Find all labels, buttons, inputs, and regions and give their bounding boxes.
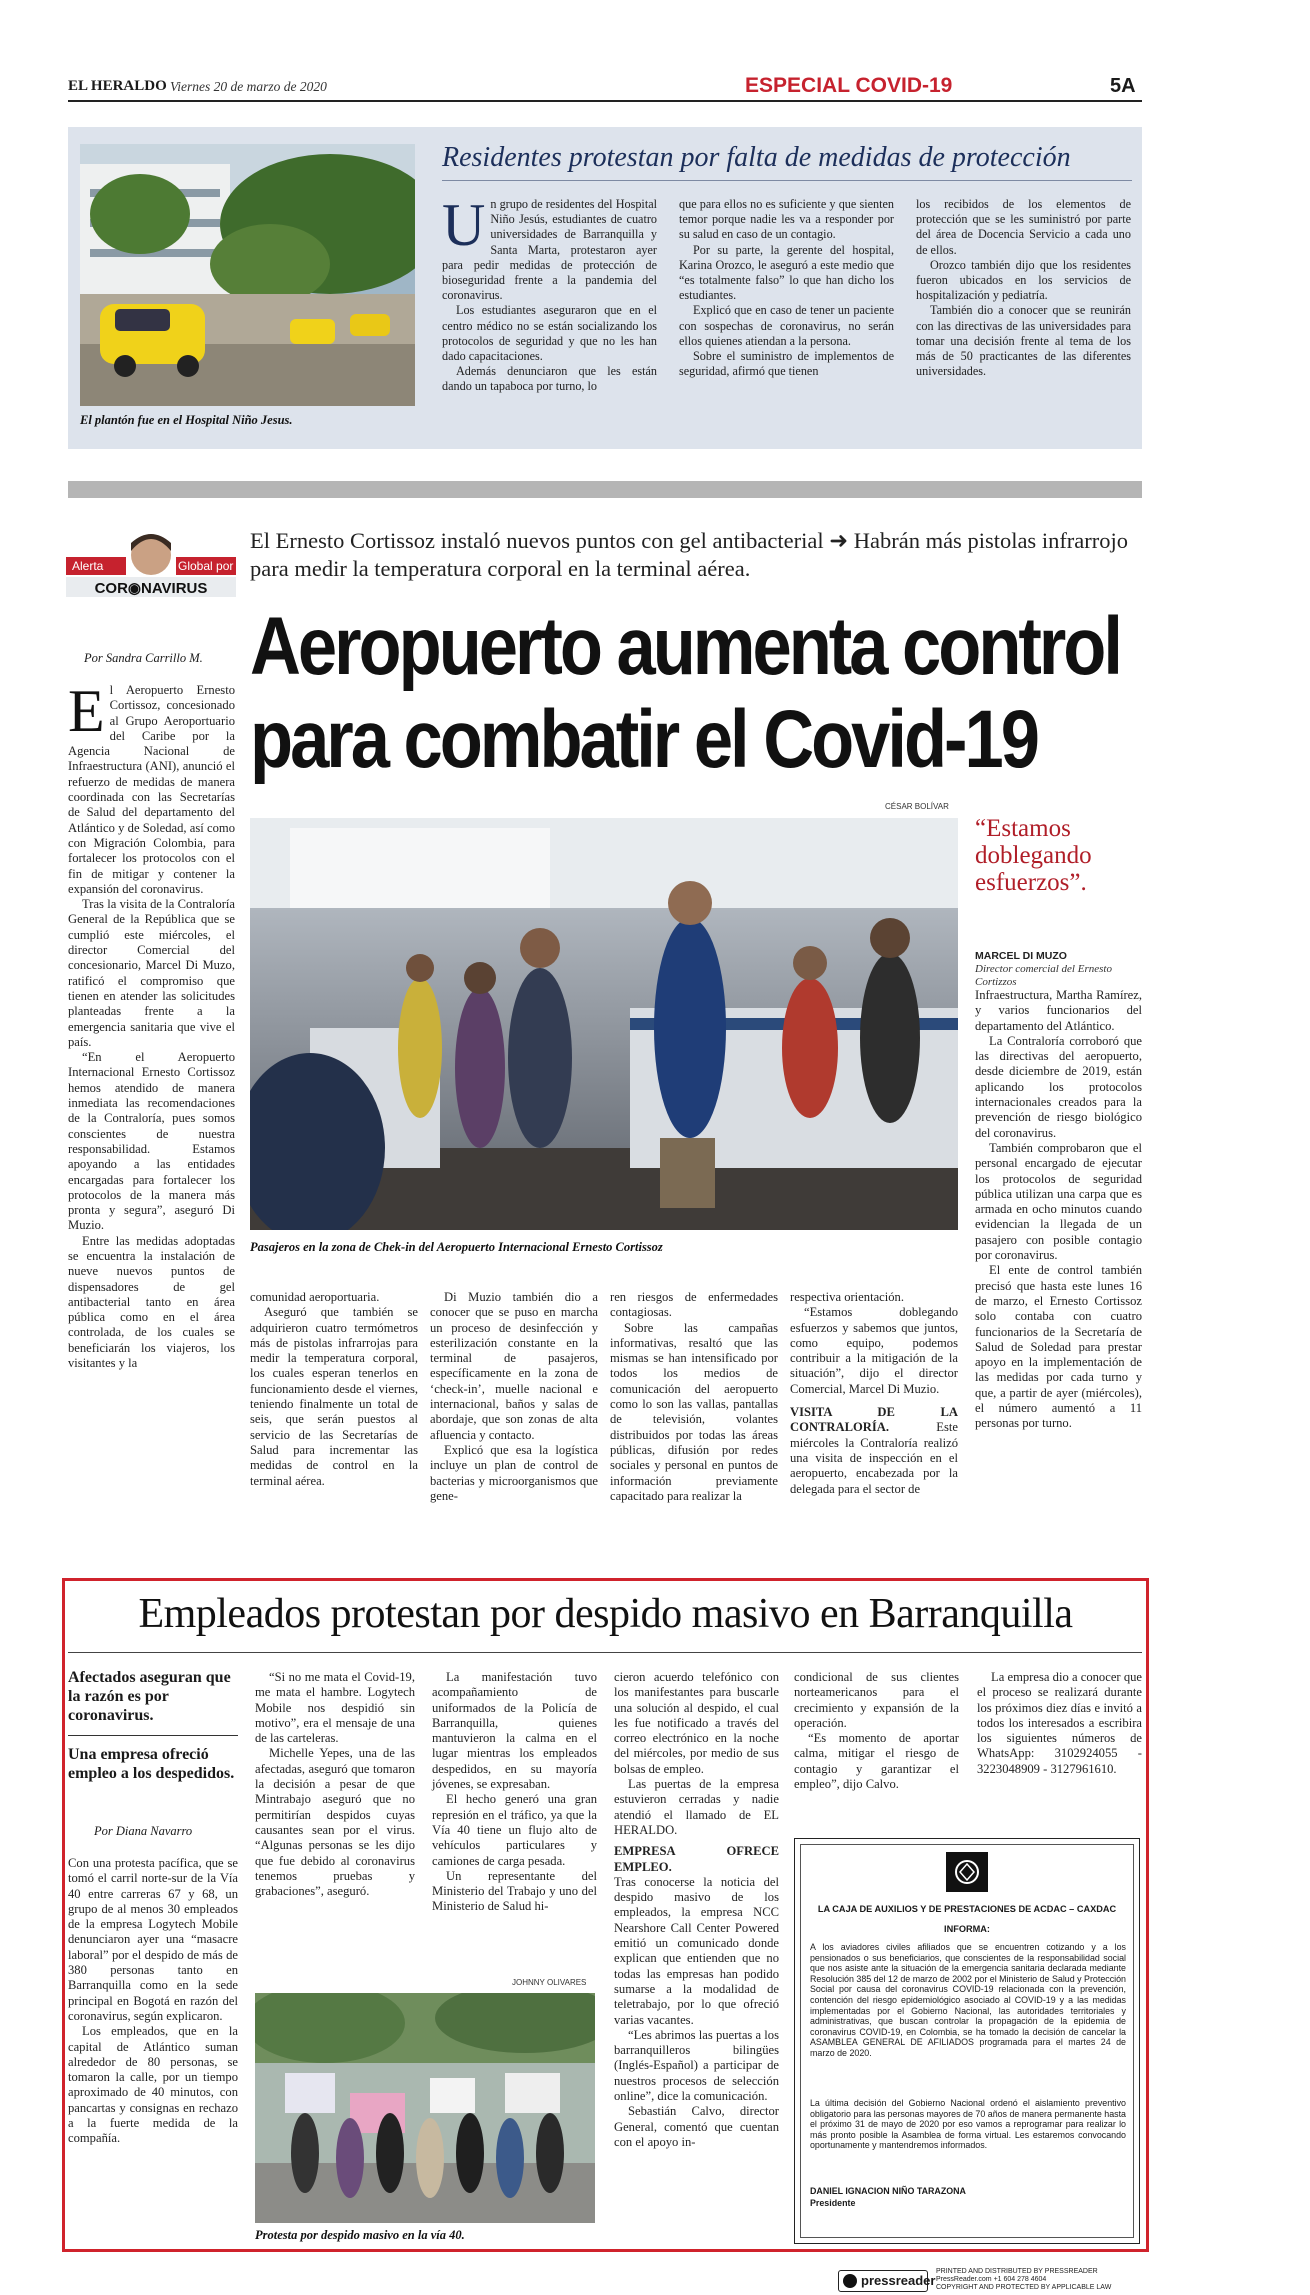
paragraph: “Es momento de aportar calma, mitigar el riesgo de contagio y garantizar el empleo”, dijo Calvo. bbox=[794, 1731, 959, 1792]
paragraph: “Si no me mata el Covid-19, me mata el hambre. Logytech Mobile nos despidió sin motivo”, era el mensaje de una de las carteleras. bbox=[255, 1670, 415, 1746]
paragraph bbox=[790, 1405, 958, 1497]
paragraph: Di Muzio también dio a conocer que se puso en marcha un proceso de desinfección y esterilización constante en la terminal de pasajeros, específicamente en la zona de ‘check-in’, muelle nacional e internacional, baños y salas de abordaje, que son zonas de alta afluencia y contacto. bbox=[430, 1290, 598, 1442]
paragraph: respectiva orientación. bbox=[790, 1290, 904, 1304]
top-story-title: Residentes protestan por falta de medidas de protección bbox=[442, 142, 1071, 173]
paragraph: “Les abrimos las puertas a los barranquilleros bilingües (Inglés-Español) a participar de nuestros procesos de selección online”, dice la comunicación. bbox=[614, 2027, 779, 2104]
paragraph: Por su parte, la gerente del hospital, Karina Orozco, le aseguró a este medio que “es totalmente falso” lo que han dicho los estudiantes. bbox=[679, 242, 894, 303]
legal-line-2: PressReader.com +1 604 278 4604 bbox=[936, 2276, 1047, 2283]
drop-cap: U bbox=[442, 192, 486, 258]
issue-date: Viernes 20 de marzo de 2020 bbox=[170, 79, 327, 94]
employees-col-1 bbox=[68, 1856, 238, 2147]
paragraph: También dio a conocer que se reunirán con las directivas de las universidades para tomar una decisión frente al tema de los más de 50 practicantes de las diferentes universidades. bbox=[916, 303, 1131, 379]
employees-col-3 bbox=[432, 1670, 597, 1915]
byline: Por Diana Navarro bbox=[94, 1824, 193, 1838]
paragraph: Los empleados, que en la capital de Atlántico suman alrededor de 80 personas, se tomaron la calle, por un tiempo aproximado de 40 minutos, con pancartas y consignas en rechazo a la fuerte medida de la compañía. bbox=[68, 2024, 238, 2146]
section-divider bbox=[68, 481, 1142, 498]
pull-quote-name: MARCEL DI MUZO bbox=[975, 950, 1067, 962]
drop-cap: E bbox=[68, 678, 105, 744]
paragraph: Orozco también dijo que los residentes fueron ubicados en los servicios de hospitalización y pediatría. bbox=[916, 257, 1131, 303]
paragraph: l Aeropuerto Ernesto Cortissoz, concesionado al Grupo Aeroportuario del Caribe por la Agencia Nacional de Infraestructura (ANI), anunció el refuerzo de medidas de manera coordinada con las Secretarías de Salud del departamento del Atlántico y de Soledad, así como con Migración Colombia, para fortalecer los protocolos con el fin de mitigar y contener la expansión del coronavirus. bbox=[68, 683, 235, 896]
main-story-col-4 bbox=[610, 1290, 778, 1504]
notice-title: LA CAJA DE AUXILIOS Y DE PRESTACIONES DE ACDAC – CAXDAC bbox=[817, 1904, 1117, 1914]
top-story-body bbox=[442, 192, 1132, 437]
notice-signer: DANIEL IGNACION NIÑO TARAZONA bbox=[810, 2186, 966, 2196]
photo-credit: CÉSAR BOLÍVAR bbox=[885, 802, 949, 811]
deck-2: Una empresa ofreció empleo a los despedidos. bbox=[68, 1746, 235, 1782]
paragraph: También comprobaron que el personal encargado de ejecutar los protocolos de seguridad pública utilizan una carpa que es armada en ocho minutos cuando evidencian la llegada de un pasajero con posible contagio por coronavirus. bbox=[975, 1140, 1142, 1263]
hospital-photo bbox=[80, 144, 415, 406]
headline-rule bbox=[68, 1652, 1142, 1653]
paragraph: Aseguró que también se adquirieron cuatro termómetros más de pistolas infrarrojas para medir la temperatura corporal, los cuales esperan tenerlos en funcionamiento desde el viernes, teniendo finalmente un total de seis, que serán puestos al servicio de las Secretarías de Salud para incrementar las medidas de control en la terminal aérea. bbox=[250, 1305, 418, 1488]
byline: Por Sandra Carrillo M. bbox=[84, 651, 203, 665]
deck-rule bbox=[68, 1735, 238, 1736]
main-story-col-2 bbox=[250, 1290, 418, 1489]
subhead: VISITA DE LA CONTRALORÍA. bbox=[790, 1405, 958, 1435]
employees-col-5 bbox=[794, 1670, 959, 1792]
paragraph: Tras la visita de la Contraloría General de la República que se cumplió este miércoles, el director Comercial del concesionario, Marcel Di Muzo, ratificó el compromiso que tienen en atender las solicitudes planteadas frente a la emergencia sanitaria que vive el país. bbox=[68, 897, 235, 1049]
paragraph: condicional de sus clientes norteamericanos para el crecimiento y expansión de la operación. bbox=[794, 1670, 959, 1730]
top-story-col-1 bbox=[442, 192, 657, 395]
paragraph: El ente de control también precisó que hasta este lunes 16 de marzo, el Ernesto Cortissoz solo contaba con cuatro funcionarios de la Secretaría de Salud de Soledad para prestar apoyo en la implementación de las medidas por cada turno y que, a partir de ayer (miércoles), el número aumentó a 11 personas por turno. bbox=[975, 1263, 1142, 1431]
top-story-col-3 bbox=[916, 197, 1131, 379]
header-rule bbox=[68, 100, 1142, 102]
notice-signer-role: Presidente bbox=[810, 2198, 856, 2208]
subhead-text: Este miércoles la Contraloría realizó una visita de inspección en el aeropuerto, encabezada por la delegada para el sector de bbox=[790, 1420, 958, 1496]
notice-subtitle: INFORMA: bbox=[944, 1924, 990, 1934]
paragraph: Las puertas de la empresa estuvieron cerradas y nadie atendió el llamado de EL HERALDO. bbox=[614, 1777, 779, 1837]
paragraph: ren riesgos de enfermedades contagiosas. bbox=[610, 1290, 778, 1320]
paragraph: cieron acuerdo telefónico con los manifestantes para buscarle una solución al despido, el cual les fue notificado a través del correo electrónico en la noche del miércoles, por medio de sus bolsas de empleo. bbox=[614, 1670, 779, 1776]
paragraph: La empresa dio a conocer que el proceso se realizará durante los próximos diez días e invitó a todos los interesados a escribira los siguientes números de WhatsApp: 3102924055 - 3223048909 - 3127961610. bbox=[977, 1670, 1142, 1776]
main-headline bbox=[250, 600, 1120, 786]
main-story-right-column bbox=[975, 988, 1142, 1432]
paragraph: que para ellos no es suficiente y que sienten temor porque nadie les va a responder por su salud en caso de un contagio. bbox=[679, 197, 894, 242]
paragraph: Entre las medidas adoptadas se encuentra la instalación de nueve nuevos puntos de dispensadores de gel antibacterial tanto en área pública como en el área controlada, de los cuales se beneficiarán los viajeros, los visitantes y la bbox=[68, 1233, 235, 1371]
notice-body-1: A los aviadores civiles afiliados que se encuentren cotizando y a los pensionados o sus beneficiarios, que conscientes de la responsabilidad social que nos asiste ante la situación de la emergencia sanitaria declarada mediante Resolución 385 del 12 de marzo de 2002 por el Ministerio de Salud y Protección Social por causa del coronavirus COVID-19 relacionada con la prevención, contención del riesgo epidemiológico asociado al COVID-19 y a las medidas implementadas por el Gobierno Nacional, las autoridades territoriales y administrativas, que buscan controlar la propagación de la epidemia de coronavirus COVID-19, en Colombia, se ha tomado la decisión de cancelar la ASAMBLEA GENERAL DE AFILIADOS programada para el martes 24 de marzo de 2020. bbox=[810, 1942, 1126, 2058]
main-headline-line-2: para combatir el Covid-19 bbox=[250, 694, 1037, 785]
airport-checkin-photo bbox=[250, 818, 958, 1230]
main-photo-caption: Pasajeros en la zona de Chek-in del Aeropuerto Internacional Ernesto Cortissoz bbox=[250, 1240, 663, 1254]
protest-photo bbox=[255, 1993, 595, 2223]
paragraph: Sobre las campañas informativas, resaltó que las mismas se han intensificado por todos los medios de comunicación del aeropuerto como lo son las vallas, pantallas de televisión, volantes distribuidos por todas las áreas públicas, difusión por redes sociales y personal en puntos de información previamente capacitado para realizar la bbox=[610, 1320, 778, 1503]
main-story-lead-column bbox=[68, 678, 235, 1371]
deck-1: Afectados aseguran que la razón es por coronavirus. bbox=[68, 1669, 231, 1724]
paragraph: Michelle Yepes, una de las afectadas, aseguró que tomaron la decisión a pesar de que Mintrabajo aseguró que no permitirían despidos cuyas causantes sean por el virus. “Algunas personas se les dijo que fue debido al coronavirus tenemos pruebas y grabaciones”, aseguró. bbox=[255, 1746, 415, 1899]
page-number: 5A bbox=[1110, 75, 1136, 97]
badge-coronavirus-text: COR◉NAVIRUS bbox=[94, 580, 208, 597]
main-headline-line-1: Aeropuerto aumenta control bbox=[250, 601, 1120, 692]
paragraph: Tras conocerse la noticia del despido masivo de los empleados, la empresa NCC Nearshore Call Center Powered emitió un comunicado donde explican que entienden que no todas las empresas han podido sumarse a la modalidad de teletrabajo, por lo que ofreció varias vacantes. bbox=[614, 1874, 779, 2027]
paragraph: La manifestación tuvo acompañamiento de uniformados de la Policía de Barranquilla, quienes mantuvieron la calma en el lugar mientras los empleados despedidos, en su mayoría jóvenes, se expresaban. bbox=[432, 1670, 597, 1792]
paragraph: Los estudiantes aseguraron que en el centro médico no se están socializando los protocolos de seguridad y que no les han dado capacitaciones. bbox=[442, 303, 657, 364]
employees-col-2 bbox=[255, 1670, 415, 1899]
pressreader-icon bbox=[843, 2274, 857, 2288]
pressreader-logo[interactable] bbox=[838, 2270, 936, 2292]
story-kicker: El Ernesto Cortissoz instaló nuevos puntos con gel antibacterial ➜ Habrán más pistolas infrarrojo para medir la temperatura corporal en la terminal aérea. bbox=[250, 528, 1129, 581]
paragraph: “Estamos doblegando esfuerzos y sabemos que juntos, como equipo, podemos contribuir a la mitigación de la situación”, dijo el director Comercial, Marcel Di Muzio. bbox=[790, 1305, 958, 1396]
main-story-col-3 bbox=[430, 1290, 598, 1504]
notice-body-2: La última decisión del Gobierno Nacional ordenó el aislamiento preventivo obligatorio para las personas mayores de 70 años de manera permanente hasta el próximo 31 de mayo de 2020 por eso vamos a reprogramar para realizar lo más pronto posible la Asamblea de forma virtual. Les estaremos convocando oportunamente y mantendremos informados. bbox=[810, 2098, 1126, 2151]
caxdac-logo-icon bbox=[946, 1852, 988, 1892]
employees-headline: Empleados protestan por despido masivo en Barranquilla bbox=[138, 1591, 1073, 1637]
protest-photo-caption: Protesta por despido masivo en la vía 40. bbox=[255, 2228, 465, 2242]
employees-col-6 bbox=[977, 1670, 1142, 1777]
paragraph: La Contraloría corroboró que las directivas del aeropuerto, desde diciembre de 2019, están aplicando los protocolos internacionales creados para la prevención de riesgo biológico del coronavirus. bbox=[975, 1033, 1142, 1140]
paragraph: “En el Aeropuerto Internacional Ernesto Cortissoz hemos atendido de manera inmediata las recomendaciones de la Contraloría, pues somos conscientes de nuestra responsabilidad. Estamos apoyando a las entidades encargadas para fortalecer los protocolos de la manera más pronta y segura”, aseguró Di Muzio. bbox=[68, 1050, 235, 1233]
top-title-rule bbox=[442, 180, 1132, 181]
employees-col-4 bbox=[614, 1670, 779, 2150]
pressreader-legal bbox=[936, 2268, 1111, 2292]
paragraph: Explicó que esa la logística incluye un plan de control de bacterias y microorganismos que gene- bbox=[430, 1442, 598, 1503]
paragraph: Un representante del Ministerio del Trabajo y uno del Ministerio de Salud hi- bbox=[432, 1868, 597, 1914]
paragraph: los recibidos de los elementos de protección que se les suministró por parte del área de Docencia Servicio a cada uno de ellos. bbox=[916, 197, 1131, 257]
photo-credit: JOHNNY OLIVARES bbox=[512, 1978, 587, 1987]
top-story-col-2 bbox=[679, 197, 894, 379]
pull-quote: “Estamos doblegando esfuerzos”. bbox=[975, 815, 1092, 896]
legal-line-1: PRINTED AND DISTRIBUTED BY PRESSREADER bbox=[936, 2268, 1098, 2275]
pull-quote-role: Director comercial del Ernesto Cortizzos bbox=[975, 963, 1112, 988]
paragraph: Con una protesta pacífica, que se tomó el carril norte-sur de la Vía 40 entre carreras 67 y 68, un grupo de al menos 30 empleados de la empresa Logytech Mobile denunciaron ayer una “masacre laboral” por el despido de más de 380 personas tanto en Barranquilla como en la sede principal en Bogotá en razón del coronavirus, según explicaron. bbox=[68, 1856, 238, 2023]
paragraph: Sebastián Calvo, director General, comentó que cuentan con el apoyo in- bbox=[614, 2104, 779, 2149]
pressreader-logo-text: pressreader bbox=[861, 2273, 936, 2288]
coronavirus-alert-badge bbox=[66, 533, 236, 599]
paragraph: El hecho generó una gran represión en el tráfico, ya que la Vía 40 tiene un flujo alto de vehículos particulares y camiones de carga pesada. bbox=[432, 1792, 597, 1868]
paragraph: Además denunciaron que les están dando un tapaboca por turno, lo bbox=[442, 364, 657, 394]
paragraph: Infraestructura, Martha Ramírez, y varios funcionarios del departamento del Atlántico. bbox=[975, 988, 1142, 1033]
paragraph: Sobre el suministro de implementos de seguridad, afirmó que tienen bbox=[679, 349, 894, 379]
paragraph: n grupo de residentes del Hospital Niño Jesús, estudiantes de cuatro universidades de Barranquilla y Santa Marta, protestaron ayer para pedir medidas de protección de bioseguridad frente a la pandemia del coronavirus. bbox=[442, 197, 657, 303]
badge-global-text: Global por bbox=[178, 559, 234, 573]
top-photo-caption: El plantón fue en el Hospital Niño Jesus. bbox=[80, 413, 293, 427]
section-title: ESPECIAL COVID-19 bbox=[745, 74, 953, 97]
badge-alert-text: Alerta bbox=[72, 559, 104, 573]
legal-line-3: COPYRIGHT AND PROTECTED BY APPLICABLE LAW bbox=[936, 2284, 1112, 2291]
paragraph: Explicó que en caso de tener un paciente con sospechas de coronavirus, no serán ellos quienes atiendan a la persona. bbox=[679, 303, 894, 348]
newspaper-name: EL HERALDO bbox=[68, 78, 167, 94]
paragraph: comunidad aeroportuaria. bbox=[250, 1290, 380, 1304]
subhead: EMPRESA OFRECE EMPLEO. bbox=[614, 1844, 779, 1874]
main-story-col-5 bbox=[790, 1290, 958, 1497]
